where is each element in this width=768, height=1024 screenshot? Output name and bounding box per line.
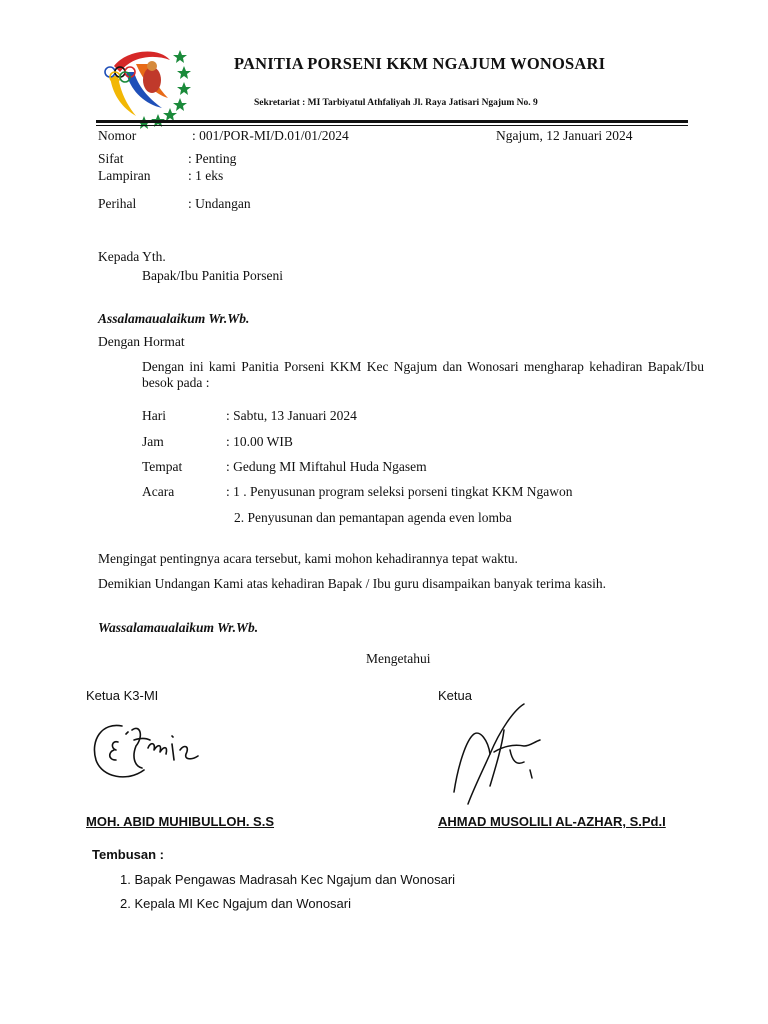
detail-acara-label: Acara (142, 484, 175, 499)
greeting: Assalamaualaikum Wr.Wb. (98, 311, 250, 326)
acara-item-2: 2. Penyusunan dan pemantapan agenda even lomba (234, 510, 512, 525)
sifat-value: : Penting (188, 151, 237, 166)
secretariat-address: Sekretariat : MI Tarbiyatul Athfaliyah Jl. Raya Jatisari Ngajum No. 9 (254, 98, 538, 108)
closing-line-1: Mengingat pentingnya acara tersebut, kami mohon kehadirannya tepat waktu. (98, 551, 518, 566)
detail-tempat-value: : Gedung MI Miftahul Huda Ngasem (226, 459, 427, 474)
detail-jam-label: Jam (142, 434, 164, 449)
lampiran-label: Lampiran (98, 168, 151, 183)
detail-hari-label: Hari (142, 408, 166, 423)
right-signer-name: AHMAD MUSOLILI AL-AZHAR, S.Pd.I (438, 814, 666, 829)
nomor-label: Nomor (98, 128, 137, 143)
perihal-label: Perihal (98, 196, 137, 211)
kepada-yth: Kepada Yth. (98, 249, 166, 264)
left-signer-name: MOH. ABID MUHIBULLOH. S.S (86, 814, 275, 829)
farewell: Wassalamaualaikum Wr.Wb. (98, 620, 259, 635)
tembusan-item-1: 1. Bapak Pengawas Madrasah Kec Ngajum dan Wonosari (120, 872, 456, 887)
right-signer-role: Ketua (438, 688, 472, 703)
left-signer-role: Ketua K3-MI (86, 688, 159, 703)
lampiran-value: : 1 eks (188, 168, 224, 183)
porseni-logo (96, 46, 192, 130)
detail-acara-value: : 1 . Penyusunan program seleksi porseni tingkat KKM Ngawon (226, 484, 573, 499)
intro-line-1: Dengan ini kami Panitia Porseni KKM Kec Ngajum dan Wonosari mengharap kehadiran Bapak/Ibu (142, 359, 704, 374)
detail-tempat-label: Tempat (142, 459, 183, 474)
left-signature (88, 716, 208, 788)
header-rule-thick (96, 120, 688, 123)
letterhead-title: PANITIA PORSENI KKM NGAJUM WONOSARI (234, 54, 606, 73)
place-date: Ngajum, 12 Januari 2024 (496, 128, 633, 143)
perihal-value: : Undangan (188, 196, 251, 211)
tembusan-title: Tembusan : (92, 847, 164, 862)
detail-hari-value: : Sabtu, 13 Januari 2024 (226, 408, 357, 423)
right-signature (444, 700, 554, 810)
header-rule-thin (96, 125, 688, 126)
tembusan-item-2: 2. Kepala MI Kec Ngajum dan Wonosari (120, 896, 351, 911)
recipient-name: Bapak/Ibu Panitia Porseni (142, 268, 283, 283)
mengetahui: Mengetahui (366, 651, 431, 666)
sifat-label: Sifat (98, 151, 124, 166)
intro-line-2: besok pada : (142, 375, 210, 390)
nomor-value: : 001/POR-MI/D.01/01/2024 (192, 128, 349, 143)
detail-jam-value: : 10.00 WIB (226, 434, 293, 449)
closing-line-2: Demikian Undangan Kami atas kehadiran Bapak / Ibu guru disampaikan banyak terima kasih. (98, 576, 606, 591)
opening: Dengan Hormat (98, 334, 185, 349)
